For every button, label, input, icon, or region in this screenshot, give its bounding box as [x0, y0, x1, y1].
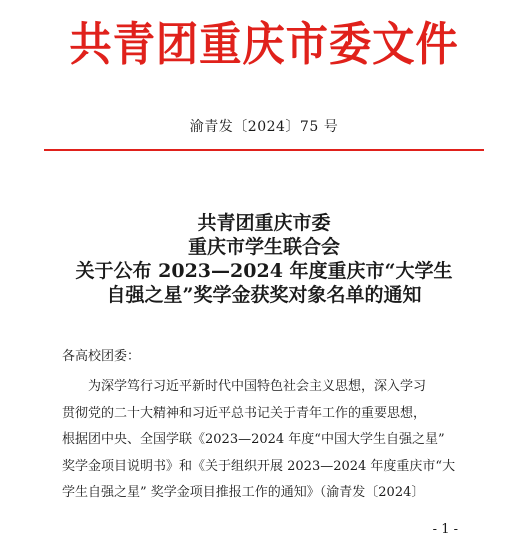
title-line-2: 重庆市学生联合会 — [187, 236, 340, 258]
page-number: - 1 - — [432, 522, 458, 537]
title-line-3: 关于公布 2023—2024 年度重庆市“大学生 — [75, 260, 453, 282]
body-line-2: 贯彻党的二十大精神和习近平总书记关于青年工作的重要思想， — [62, 405, 427, 421]
document-number: 渝青发〔2024〕75 号 — [189, 119, 339, 135]
body-line-3: 根据团中央、全国学联《2023—2024 年度“中国大学生自强之星” — [62, 432, 445, 447]
title-line-1: 共青团重庆市委 — [197, 212, 331, 234]
title-line-4: 自强之星”奖学金获奖对象名单的通知 — [106, 284, 422, 306]
document-masthead: 共青团重庆市委文件 — [69, 17, 459, 71]
body-paragraph — [62, 374, 482, 507]
body-line-4: 奖学金项目说明书》和《关于组织开展 2023—2024 年度重庆市“大 — [62, 458, 456, 474]
greeting-recipient: 各高校团委： — [62, 349, 141, 364]
body-line-1: 为深学笃行习近平新时代中国特色社会主义思想，深入学习 — [88, 379, 427, 394]
red-divider-line — [44, 149, 484, 151]
notice-title — [40, 211, 488, 307]
body-line-5: 学生自强之星” 奖学金项目推报工作的通知》（渝青发〔2024〕 — [62, 485, 425, 500]
